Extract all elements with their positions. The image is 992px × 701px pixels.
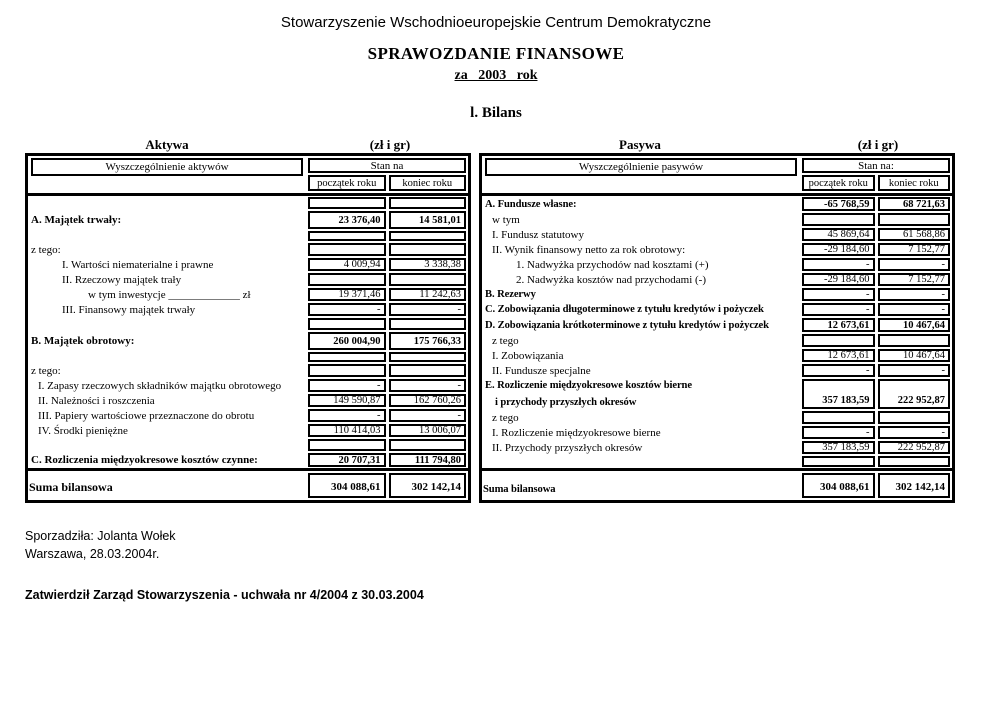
aktywa-total-row <box>28 468 468 500</box>
value-cell <box>802 456 875 467</box>
table-row <box>482 242 952 257</box>
value-cell: - <box>878 258 951 271</box>
table-row <box>28 317 468 331</box>
pasywa-title: Pasywa <box>619 137 661 152</box>
table-row <box>28 393 468 408</box>
value-cell: 357 183,59 <box>802 441 875 454</box>
value-cell: 110 414,03 <box>308 424 386 437</box>
table-row <box>482 440 952 455</box>
value-cell: 4 009,94 <box>308 258 386 271</box>
row-label: I. Zapasy rzeczowych składników majątku obrotowego <box>38 379 282 392</box>
table-row <box>482 287 952 302</box>
table-row <box>482 333 952 348</box>
aktywa-title: Aktywa <box>145 137 189 152</box>
row-label: A. Fundusze własne: <box>485 198 577 210</box>
table-row <box>28 423 468 438</box>
value-cell: 20 707,31 <box>308 453 386 467</box>
value-cell: 357 183,59 <box>802 379 875 409</box>
row-label: I. Zobowiązania <box>492 349 564 362</box>
row-values <box>800 227 952 242</box>
value-cell: - <box>802 303 875 316</box>
value-cell <box>878 411 951 424</box>
value-cell: - <box>878 426 951 439</box>
row-label: I. Rozliczenie międzyokresowe bierne <box>492 426 661 439</box>
row-values <box>306 393 468 408</box>
row-label: z tego <box>492 334 519 347</box>
value-cell: 61 568,86 <box>878 228 951 241</box>
value-cell: 13 006,07 <box>389 424 467 437</box>
table-row <box>28 230 468 242</box>
table-row <box>28 438 468 452</box>
value-cell: 7 152,77 <box>878 243 951 256</box>
row-values <box>800 272 952 287</box>
row-label: B. Majątek obrotowy: <box>31 335 135 347</box>
value-cell: -29 184,60 <box>802 243 875 256</box>
row-label <box>28 230 306 242</box>
value-cell <box>308 364 386 377</box>
row-values <box>306 363 468 378</box>
row-values <box>800 302 952 317</box>
pasywa-col-end: koniec roku <box>878 175 951 191</box>
aktywa-header <box>28 156 468 196</box>
aktywa-total-start: 304 088,61 <box>308 473 386 498</box>
row-values <box>800 455 952 468</box>
value-cell <box>308 243 386 256</box>
value-cell: - <box>308 409 386 422</box>
value-cell <box>802 334 875 347</box>
row-label: w tym inwestycje _____________ zł <box>88 288 251 301</box>
row-values <box>800 378 952 410</box>
row-values <box>800 348 952 363</box>
table-row <box>28 302 468 317</box>
table-row <box>482 363 952 378</box>
table-row <box>28 272 468 287</box>
value-cell: 222 952,87 <box>878 441 951 454</box>
row-label: III. Papiery wartościowe przeznaczone do obrotu <box>38 409 255 422</box>
row-values <box>800 212 952 227</box>
balance-sheet <box>25 137 992 503</box>
pasywa-table <box>479 137 955 503</box>
row-label <box>28 438 306 452</box>
table-row <box>482 302 952 317</box>
row-values <box>800 410 952 425</box>
value-cell: 10 467,64 <box>878 318 951 332</box>
aktywa-total-label: Suma bilansowa <box>29 480 113 494</box>
value-cell: 68 721,63 <box>878 197 951 211</box>
value-cell <box>389 352 467 362</box>
table-row <box>482 227 952 242</box>
value-cell: 45 869,64 <box>802 228 875 241</box>
row-label: z tego: <box>31 364 61 377</box>
row-values <box>306 196 468 210</box>
pasywa-stan-cell <box>800 156 952 193</box>
value-cell <box>308 231 386 241</box>
table-row <box>28 210 468 230</box>
pasywa-unit: (zł i gr) <box>857 137 899 152</box>
aktywa-spec-header: Wyszczególnienie aktywów <box>31 158 303 176</box>
pasywa-spec-header: Wyszczególnienie pasywów <box>485 158 797 176</box>
row-values <box>800 440 952 455</box>
value-cell <box>308 197 386 209</box>
row-label <box>482 455 800 468</box>
table-row <box>482 257 952 272</box>
pasywa-title-row <box>479 137 955 153</box>
aktywa-spec-cell <box>28 156 306 193</box>
value-cell: 12 673,61 <box>802 318 875 332</box>
value-cell: 23 376,40 <box>308 211 386 229</box>
value-cell <box>308 318 386 330</box>
table-row <box>28 257 468 272</box>
value-cell <box>389 243 467 256</box>
row-label: C. Rozliczenia międzyokresowe kosztów czynne: <box>31 454 258 466</box>
value-cell <box>389 197 467 209</box>
table-row <box>482 410 952 425</box>
value-cell: 175 766,33 <box>389 332 467 350</box>
value-cell: 12 673,61 <box>802 349 875 362</box>
row-label <box>28 317 306 331</box>
row-label: B. Rezerwy <box>485 289 536 300</box>
pasywa-grid <box>479 153 955 503</box>
row-label: II. Należności i roszczenia <box>38 394 155 407</box>
row-values <box>306 210 468 230</box>
value-cell: - <box>802 258 875 271</box>
row-values <box>306 423 468 438</box>
table-row <box>28 351 468 363</box>
pasywa-stan-header: Stan na: <box>802 158 950 173</box>
table-row <box>28 363 468 378</box>
value-cell <box>802 411 875 424</box>
table-row <box>28 408 468 423</box>
table-row <box>28 378 468 393</box>
aktywa-unit: (zł i gr) <box>369 137 411 152</box>
value-cell: 222 952,87 <box>878 379 951 409</box>
value-cell: - <box>802 426 875 439</box>
value-cell <box>878 213 951 226</box>
value-cell <box>308 273 386 286</box>
table-row <box>482 425 952 440</box>
value-cell: 19 371,46 <box>308 288 386 301</box>
row-values <box>306 452 468 468</box>
value-cell <box>878 456 951 467</box>
value-cell: 11 242,63 <box>389 288 467 301</box>
aktywa-grid <box>25 153 471 503</box>
row-label: C. Zobowiązania długoterminowe z tytułu kredytów i pożyczek <box>485 304 764 315</box>
aktywa-title-row <box>25 137 471 153</box>
row-label: w tym <box>492 213 520 226</box>
row-label: II. Fundusze specjalne <box>492 364 591 377</box>
row-values <box>306 317 468 331</box>
row-label: A. Majątek trwały: <box>31 214 122 226</box>
value-cell: - <box>389 303 467 316</box>
pasywa-total-start: 304 088,61 <box>802 473 875 498</box>
place-date: Warszawa, 28.03.2004r. <box>25 547 160 561</box>
row-label: I. Wartości niematerialne i prawne <box>62 258 214 271</box>
value-cell <box>878 334 951 347</box>
value-cell <box>389 273 467 286</box>
pasywa-col-start: początek roku <box>802 175 875 191</box>
value-cell: -65 768,59 <box>802 197 875 211</box>
row-label: z tego <box>492 411 519 424</box>
value-cell: 149 590,87 <box>308 394 386 407</box>
aktywa-total-end: 302 142,14 <box>389 473 467 498</box>
value-cell: 260 004,90 <box>308 332 386 350</box>
value-cell: -29 184,60 <box>802 273 875 286</box>
aktywa-col-end: koniec roku <box>389 175 467 191</box>
row-values <box>800 242 952 257</box>
value-cell: - <box>308 303 386 316</box>
row-label: D. Zobowiązania krótkoterminowe z tytułu kredytów i pożyczek <box>485 319 769 331</box>
value-cell <box>308 439 386 451</box>
table-row <box>482 196 952 212</box>
pasywa-header <box>482 156 952 196</box>
aktywa-stan-header: Stan na <box>308 158 466 173</box>
value-cell: 7 152,77 <box>878 273 951 286</box>
row-values <box>800 363 952 378</box>
document-footer <box>25 529 992 602</box>
pasywa-spec-cell <box>482 156 800 193</box>
table-row <box>482 317 952 333</box>
aktywa-col-start: początek roku <box>308 175 386 191</box>
row-values <box>800 287 952 302</box>
report-title: SPRAWOZDANIE FINANSOWE <box>367 44 625 63</box>
table-row <box>28 242 468 257</box>
value-cell: - <box>308 379 386 392</box>
value-cell <box>308 352 386 362</box>
row-values <box>800 257 952 272</box>
value-cell: - <box>802 364 875 377</box>
row-values <box>306 302 468 317</box>
row-values <box>800 333 952 348</box>
aktywa-body <box>28 196 468 468</box>
row-values <box>800 196 952 212</box>
row-label: 2. Nadwyżka kosztów nad przychodami (-) <box>516 273 706 286</box>
row-label <box>28 351 306 363</box>
value-cell <box>389 364 467 377</box>
row-values <box>800 317 952 333</box>
table-row <box>482 378 952 410</box>
pasywa-total-label: Suma bilansowa <box>483 484 556 495</box>
row-label: E. Rozliczenie międzyokresowe kosztów bierne i przychody przyszłych okresów <box>485 380 692 408</box>
pasywa-total-row <box>482 468 952 500</box>
value-cell <box>389 439 467 451</box>
value-cell: 10 467,64 <box>878 349 951 362</box>
row-values <box>306 378 468 393</box>
value-cell <box>389 231 467 241</box>
value-cell: 162 760,26 <box>389 394 467 407</box>
value-cell: - <box>878 364 951 377</box>
value-cell: 3 338,38 <box>389 258 467 271</box>
section-title: l. Bilans <box>470 105 522 121</box>
table-row <box>482 455 952 468</box>
table-row <box>482 212 952 227</box>
row-values <box>800 425 952 440</box>
value-cell: 111 794,80 <box>389 453 467 467</box>
row-label: I. Fundusz statutowy <box>492 228 584 241</box>
aktywa-table <box>25 137 471 503</box>
table-row <box>28 452 468 468</box>
organization-name: Stowarzyszenie Wschodnioeuropejskie Centrum Demokratyczne <box>280 14 712 31</box>
row-label <box>28 196 306 210</box>
row-label: II. Przychody przyszłych okresów <box>492 441 643 454</box>
document-header <box>0 0 992 122</box>
value-cell: 14 581,01 <box>389 211 467 229</box>
row-label: II. Wynik finansowy netto za rok obrotowy: <box>492 243 686 256</box>
row-values <box>306 331 468 351</box>
row-values <box>306 287 468 302</box>
value-cell: - <box>802 288 875 301</box>
row-values <box>306 351 468 363</box>
row-label: III. Finansowy majątek trwały <box>62 303 196 316</box>
row-values <box>306 438 468 452</box>
report-period: za 2003 rok <box>454 68 538 83</box>
value-cell: - <box>878 288 951 301</box>
row-values <box>306 408 468 423</box>
row-values <box>306 257 468 272</box>
aktywa-col-headers <box>308 175 466 191</box>
aktywa-total-values <box>306 471 468 500</box>
row-label: II. Rzeczowy majątek trały <box>62 273 182 286</box>
row-values <box>306 230 468 242</box>
aktywa-stan-cell <box>306 156 468 193</box>
approval-note: Zatwierdził Zarząd Stowarzyszenia - uchwała nr 4/2004 z 30.03.2004 <box>25 588 424 602</box>
row-values <box>306 272 468 287</box>
row-label: IV. Środki pieniężne <box>38 424 128 437</box>
pasywa-body <box>482 196 952 468</box>
value-cell: - <box>878 303 951 316</box>
value-cell: - <box>389 409 467 422</box>
table-row <box>482 348 952 363</box>
pasywa-total-values <box>800 471 952 500</box>
table-row <box>28 331 468 351</box>
row-values <box>306 242 468 257</box>
pasywa-col-headers <box>802 175 950 191</box>
table-row <box>28 196 468 210</box>
pasywa-total-end: 302 142,14 <box>878 473 951 498</box>
value-cell <box>802 213 875 226</box>
prepared-by: Sporzadziła: Jolanta Wołek <box>25 529 176 543</box>
value-cell <box>389 318 467 330</box>
row-label: z tego: <box>31 243 61 256</box>
row-label: 1. Nadwyżka przychodów nad kosztami (+) <box>516 258 709 271</box>
table-row <box>482 272 952 287</box>
value-cell: - <box>389 379 467 392</box>
table-row <box>28 287 468 302</box>
